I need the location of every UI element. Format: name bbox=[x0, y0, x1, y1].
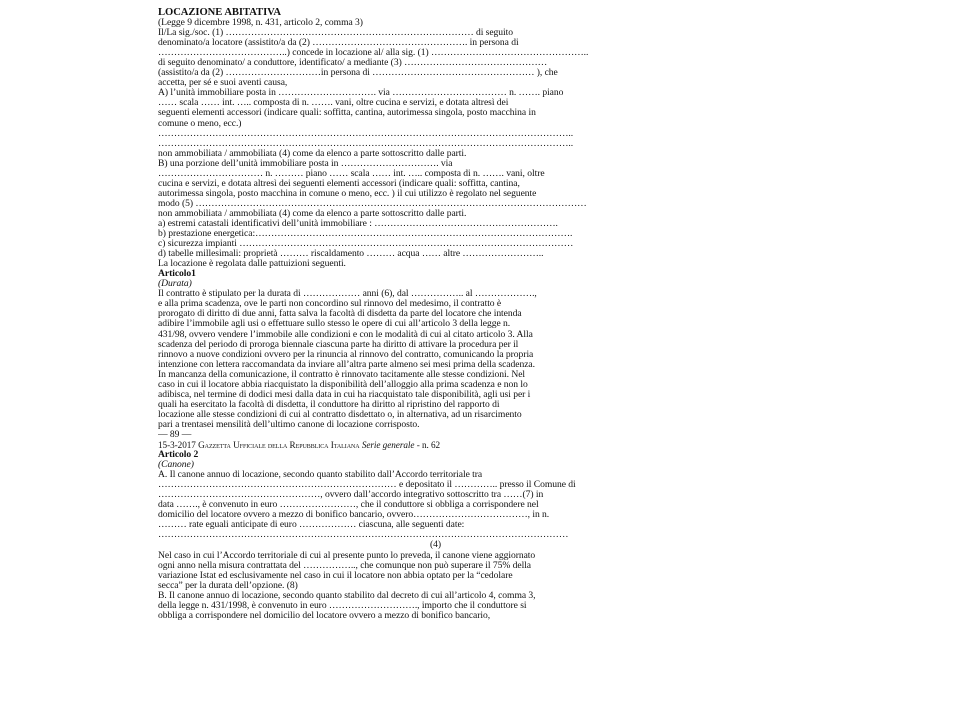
text-line: b) prestazione energetica:………………………………………………………………………………………. bbox=[158, 229, 573, 240]
article-1-heading: Articolo1 bbox=[158, 269, 196, 280]
article-2-subtitle: (Canone) bbox=[158, 460, 194, 471]
text-line: c) sicurezza impianti …………………………………………………………………………………………… bbox=[158, 239, 574, 250]
text-line: autorimessa singola, posto macchina in comune o meno, ecc. ) il cui utilizzo è regolato nel seguente bbox=[158, 188, 537, 199]
text-line: prorogato di diritto di due anni, fatta salva la facoltà di disdetta da parte del locatore che intenda bbox=[158, 309, 522, 320]
text-line: adibire l’immobile agli usi o effettuare sullo stesso le opere di cui all’articolo 3 della legge n. bbox=[158, 319, 511, 330]
text-line: Il contratto è stipulato per la durata di ……………… anni (6), dal …………….. al ………………., bbox=[158, 289, 537, 300]
text-line: cucina e servizi, e dotata altresì dei seguenti elementi accessori (indicare quali: soffitta, cantina, bbox=[158, 178, 520, 189]
gazette-series: Serie generale bbox=[361, 440, 415, 451]
text-line: ………………………………………………………………… e depositato il ………….. presso il Comune di bbox=[158, 480, 576, 491]
text-line: a) estremi catastali identificativi dell’unità immobiliare : …………………………………………………. bbox=[158, 218, 558, 229]
text-line: 431/98, ovvero vendere l’immobile alle condizioni e con le modalità di cui al citato articolo 3. Alla bbox=[158, 329, 533, 340]
law-reference: (Legge 9 dicembre 1998, n. 431, articolo 2, comma 3) bbox=[158, 18, 363, 29]
article-1-subtitle: (Durata) bbox=[158, 279, 192, 290]
text-line: Il/La sig./soc. (1) …………………………………………………………………… di seguito bbox=[158, 28, 514, 39]
text-line: A) l’unità immobiliare posta in …………………………. via ……………………………… n. ……. piano bbox=[158, 88, 564, 99]
text-line: rinnovo a nuove condizioni ovvero per la rinuncia al rinnovo del contratto, comunicando la propria bbox=[158, 349, 534, 360]
text-line: domicilio del locatore ovvero a mezzo di bonifico bancario, ovvero………………………………, in n. bbox=[158, 510, 550, 521]
text-line: data ……., è convenuto in euro ……………………, che il conduttore si obbliga a corrispondere nel bbox=[158, 500, 539, 511]
dotted-line: ………………………………………………………………………………………………………………….. bbox=[158, 138, 574, 149]
page-number: — 89 — bbox=[158, 429, 192, 440]
text-line: e alla prima scadenza, ove le parti non concordino sul rinnovo del medesimo, il contratto è bbox=[158, 299, 502, 310]
article-2-heading: Articolo 2 bbox=[158, 450, 199, 461]
text-line: denominato/a locatore (assistito/a da (2) …………………………………………. in persona di bbox=[158, 38, 519, 49]
document-title: LOCAZIONE ABITATIVA bbox=[158, 8, 281, 18]
text-line: pari a trentasei mensilità dell’ultimo canone di locazione corrisposto. bbox=[158, 419, 420, 430]
gazette-name: Gazzetta Ufficiale della Repubblica Italiana bbox=[198, 440, 360, 451]
text-line: variazione Istat ed esclusivamente nel caso in cui il locatore non abbia optato per la “cedolare bbox=[158, 570, 513, 581]
text-line: ogni anno nella misura contrattata del …………….., che comunque non può superare il 75% della bbox=[158, 560, 532, 571]
text-line: comune o meno, ecc.) bbox=[158, 118, 242, 129]
text-line: In mancanza della comunicazione, il contratto è rinnovato tacitamente alle stesse condizioni. Nel bbox=[158, 369, 526, 380]
dotted-line: ………………………………………………………………………………………………………………….. bbox=[158, 128, 574, 139]
dotted-line: ………………………………………………………………………………………………………………… bbox=[158, 530, 569, 541]
text-line: della legge n. 431/1998, è convenuto in euro ………………………., importo che il conduttore si bbox=[158, 600, 527, 611]
text-line: B. Il canone annuo di locazione, secondo quanto stabilito dal decreto di cui all’articolo 4, comma 3, bbox=[158, 590, 536, 601]
text-line: B) una porzione dell’unità immobiliare posta in …………………………. via bbox=[158, 158, 453, 169]
contract-document bbox=[158, 8, 748, 621]
text-line: …… scala …… int. ….. composta di n. ……. vani, oltre cucina e servizi, e dotata altresì dei bbox=[158, 98, 509, 109]
gazette-header bbox=[158, 440, 748, 450]
text-line: di seguito denominato/ a conduttore, identificato/ a mediante (3) ……………………………………… bbox=[158, 58, 548, 69]
text-line: intenzione con lettera raccomandata da inviare all’altra parte almeno sei mesi prima della scadenza. bbox=[158, 359, 535, 370]
text-line: …………………………………..) concede in locazione al/ alla sig. (1) ………………………………………….. bbox=[158, 48, 589, 59]
text-line: locazione alle stesse condizioni di cui al contratto disdettato o, in alternativa, ad un risarcimento bbox=[158, 409, 522, 420]
text-line: obbliga a corrispondere nel domicilio del locatore ovvero a mezzo di bonifico bancario, bbox=[158, 610, 491, 621]
gazette-number: - n. 62 bbox=[416, 440, 441, 451]
text-line: seguenti elementi accessori (indicare quali: soffitta, cantina, autorimessa singola, posto macchina in bbox=[158, 108, 536, 119]
text-line: secca” per la durata dell’opzione. (8) bbox=[158, 580, 298, 591]
footnote-marker: (4) bbox=[430, 540, 442, 551]
text-line: modo (5) …………………………………………………………………………………………………………… bbox=[158, 198, 587, 209]
text-line: …………………………… n. ……… piano …… scala …… int. ….. composta di n. ……. vani, oltre bbox=[158, 168, 545, 179]
text-line: ……… rate eguali anticipate di euro ……………… ciascuna, alle seguenti date: bbox=[158, 520, 465, 531]
text-line: (assistito/a da (2) …………………………in persona di …………………………………………… ), che bbox=[158, 68, 558, 79]
gazette-date: 15-3-2017 bbox=[158, 440, 196, 451]
text-line: quali ha esercitato la facoltà di disdetta, il conduttore ha diritto al ripristino del rapporto di bbox=[158, 399, 500, 410]
text-line: Nel caso in cui l’Accordo territoriale di cui al presente punto lo preveda, il canone viene aggiornato bbox=[158, 550, 536, 561]
text-line: scadenza del periodo di proroga biennale ciascuna parte ha diritto di attivare la procedura per il bbox=[158, 339, 519, 350]
text-line: accetta, per sé e suoi aventi causa, bbox=[158, 78, 288, 89]
text-line: La locazione è regolata dalle pattuizioni seguenti. bbox=[158, 259, 346, 270]
text-line: ……………………………………………, ovvero dall’accordo integrativo sottoscritto tra ……(7) in bbox=[158, 490, 544, 501]
text-line: non ammobiliata / ammobiliata (4) come da elenco a parte sottoscritto dalle parti. bbox=[158, 148, 467, 159]
text-line: adibisca, nel termine di dodici mesi dalla data in cui ha riacquistato tale disponibilità, agli usi per i bbox=[158, 389, 531, 400]
text-line: d) tabelle millesimali: proprietà ……… riscaldamento ……… acqua …… altre …………………….. bbox=[158, 249, 544, 260]
text-line: non ammobiliata / ammobiliata (4) come da elenco a parte sottoscritto dalle parti. bbox=[158, 208, 467, 219]
text-line: A. Il canone annuo di locazione, secondo quanto stabilito dall’Accordo territoriale tra bbox=[158, 470, 483, 481]
text-line: caso in cui il locatore abbia riacquistato la disponibilità dell’alloggio alla prima scadenza e non lo bbox=[158, 379, 528, 390]
